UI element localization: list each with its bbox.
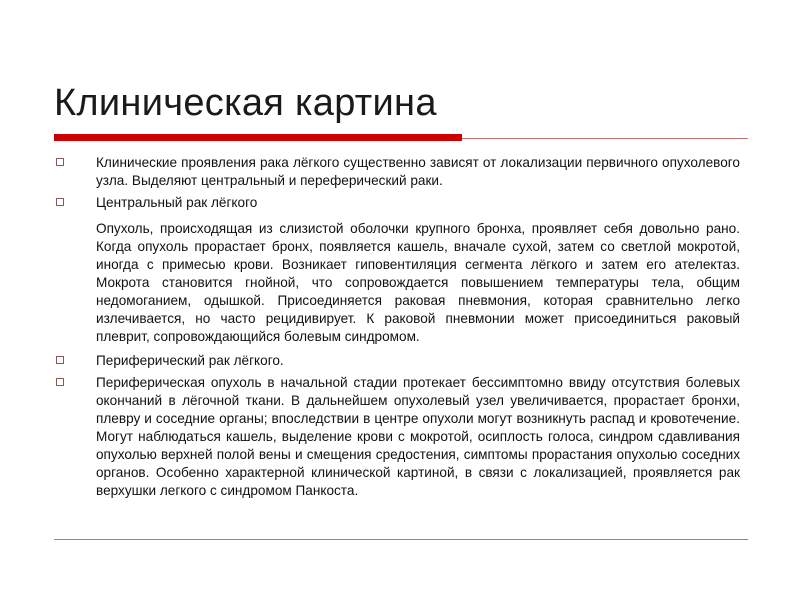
square-bullet-icon xyxy=(56,158,64,166)
slide-content xyxy=(54,154,740,504)
square-bullet-icon xyxy=(56,198,64,206)
bullet-item-intro xyxy=(54,154,740,190)
bottom-rule xyxy=(54,539,748,540)
bullet-item-central xyxy=(54,194,740,212)
square-bullet-icon xyxy=(56,378,64,386)
bullet-item-peripheral-description xyxy=(54,374,740,500)
bullet-text: Клинические проявления рака лёгкого существенно зависят от локализации первичного опухолевого узла. Выделяют центральный и переферический раки. xyxy=(96,155,740,188)
bullet-text: Периферическая опухоль в начальной стадии протекает бессимптомно ввиду отсутствия болевых окончаний в лёгочной ткани. В дальнейшем опухолевый узел увеличивается, прорастает бронхи, плевру и соседние органы; впоследствии в центре опухоли могут возникнуть распад и кровотечение. Могут наблюдаться кашель, выделение крови с мокротой, осиплость голоса, синдром сдавливания опухолью верхней полой вены и смещения средостения, симптомы прорастания опухолью соседних органов. Особенно характерной клинической картиной, в связи с локализацией, проявляется рак верхушки легкого с синдромом Панкоста. xyxy=(96,375,740,498)
bullet-text: Центральный рак лёгкого xyxy=(96,195,258,210)
title-underline-accent xyxy=(54,134,462,141)
bullet-item-peripheral xyxy=(54,352,740,370)
paragraph-central-description: Опухоль, происходящая из слизистой оболочки крупного бронха, проявляет себя довольно рано. Когда опухоль прорастает бронх, появляется кашель, вначале сухой, затем со светлой мокротой, иногда с примесью крови. Возникает гиповентиляция сегмента лёгкого и затем его ателектаз. Мокрота становится гнойной, что сопровождается повышением температуры тела, общим недомоганием, одышкой. Присоединяется раковая пневмония, которая сравнительно легко излечивается, но часто рецидивирует. К раковой пневмонии может присоединиться раковый плеврит, сопровождающийся болевым синдромом. xyxy=(96,221,740,344)
slide-title: Клиническая картина xyxy=(54,82,437,124)
square-bullet-icon xyxy=(56,356,64,364)
bullet-text: Периферический рак лёгкого. xyxy=(96,353,284,368)
